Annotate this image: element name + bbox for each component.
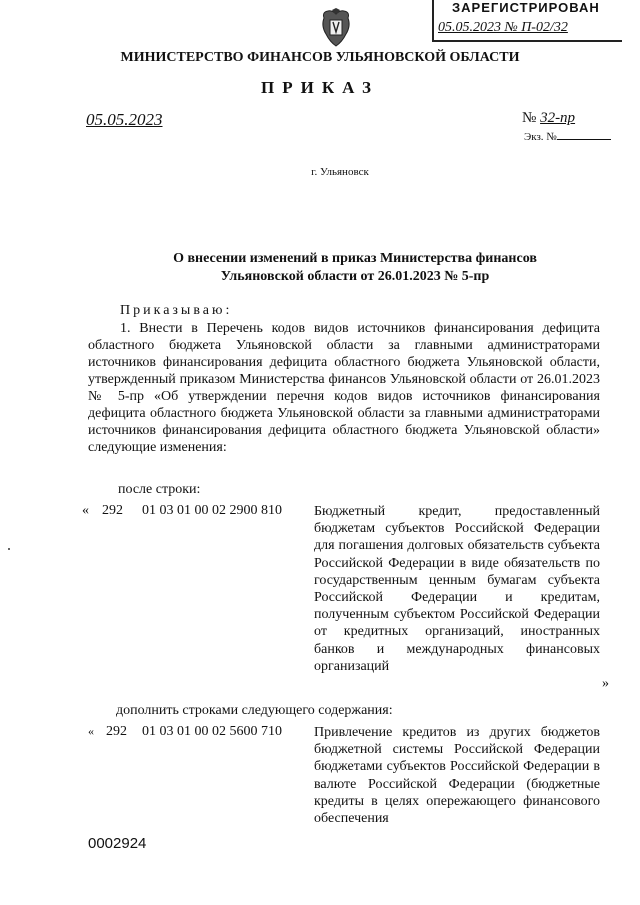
copy-blank-line — [557, 139, 611, 140]
add-lines-label: дополнить строками следующего содержания: — [116, 703, 393, 718]
stamp-title: ЗАРЕГИСТРИРОВАН — [452, 0, 600, 15]
document-title: О внесении изменений в приказ Министерства финансов Ульяновской области от 26.01.2023 № 5-пр — [173, 251, 537, 284]
row2-open-quote: « — [88, 724, 94, 738]
stamp-registration: 05.05.2023 № П-02/32 — [438, 20, 568, 35]
row1-source-code: 01 03 01 00 02 2900 810 — [142, 503, 282, 518]
document-type: ПРИКАЗ — [261, 78, 379, 97]
copy-label: Экз. № — [524, 131, 557, 143]
order-number — [522, 110, 575, 127]
body-paragraph — [88, 320, 600, 456]
row1-open-quote: « — [82, 503, 89, 518]
ministry-name: МИНИСТЕРСТВО ФИНАНСОВ УЛЬЯНОВСКОЙ ОБЛАСТИ — [120, 50, 520, 65]
scan-artifact — [8, 548, 10, 550]
order-number-value: 32-пр — [540, 110, 576, 126]
copy-number — [524, 131, 611, 143]
order-number-prefix: № — [522, 110, 537, 126]
row2-admin-code: 292 — [106, 724, 127, 739]
row1-description: Бюджетный кредит, предоставленный бюджетам субъектов Российской Федерации для погашения долговых обязательств субъекта Российской Федерации в виде обязательств по государственным ценным бумагам субъекта Российской Федерации и кредитам, полученным субъектом Российской Федерации от кредитных организаций, иностранных банков и международных финансовых организаций — [314, 504, 600, 674]
row1-admin-code: 292 — [102, 503, 123, 518]
row1-close-quote: » — [602, 676, 609, 691]
row2-description: Привлечение кредитов из других бюджетов бюджетной системы Российской Федерации бюджетами субъектов Российской Федерации в валюте Российской Федерации (бюджетные кредиты в целях опережающего финансового обеспечения — [314, 725, 600, 827]
city: г. Ульяновск — [311, 166, 369, 178]
order-intro: Приказываю: — [120, 303, 233, 318]
row2-source-code: 01 03 01 00 02 5600 710 — [142, 724, 282, 739]
paragraph-1: 1. Внести в Перечень кодов видов источников финансирования дефицита областного бюджета Ульяновской области за главными администраторами источников финансирования дефицита областного бюджета Ульяновской области, утвержденный приказом Министерства финансов Ульяновской области от 26.01.2023 № 5-пр «Об утверждении перечня кодов видов источников финансирования дефицита областного бюджета Ульяновской области за главными администраторами источников финансирования дефицита областного бюджета Ульяновской области» следующие изменения: — [88, 321, 600, 455]
coat-of-arms-emblem — [318, 8, 354, 48]
after-line-label: после строки: — [118, 482, 201, 497]
order-date: 05.05.2023 — [86, 110, 163, 129]
form-serial-number: 0002924 — [88, 835, 147, 852]
